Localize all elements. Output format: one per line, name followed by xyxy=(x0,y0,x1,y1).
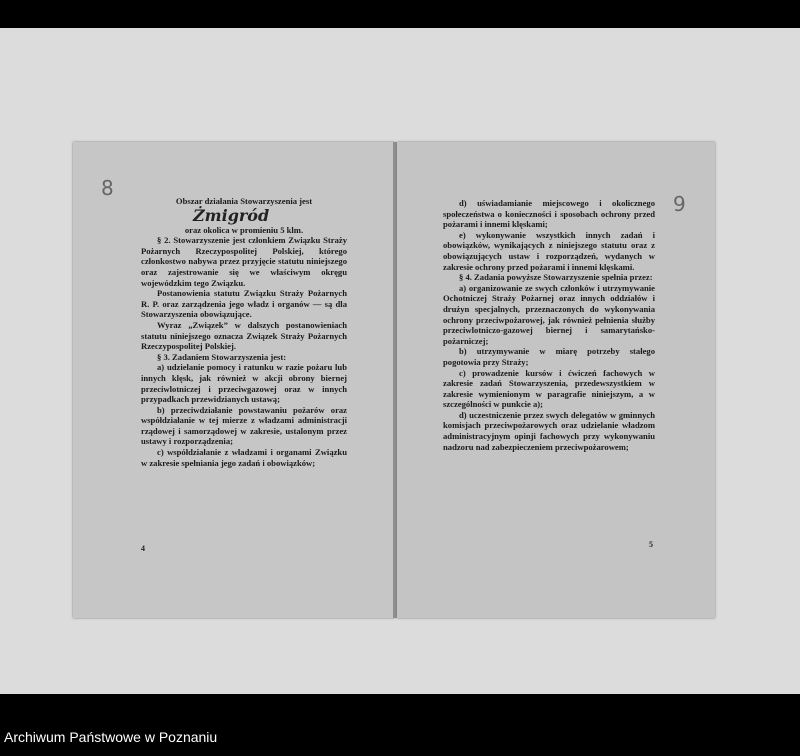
paragraph: § 2. Stowarzyszenie jest członkiem Związku Straży Pożarnych Rzeczypospolitej Polskiej, którego członkostwo nabywa przez przyjęcie statutu niniejszego oraz zajestrowanie się we właściwym okręgu wojewódzkim tego Związku. xyxy=(141,235,347,288)
left-page-text xyxy=(141,196,347,468)
page-folio: 4 xyxy=(141,544,145,553)
paragraph: b) utrzymywanie w miarę potrzeby stałego pogotowia przy Straży; xyxy=(443,346,655,367)
right-page xyxy=(397,142,715,618)
paragraph: § 4. Zadania powyższe Stowarzyszenie spełnia przez: xyxy=(459,272,653,283)
paragraph: a) udzielanie pomocy i ratunku w razie pożaru lub innych klęsk, jak również w akcji obrony biernej przeciwlotniczej i przeciwgazowej oraz w innych przypadkach przewidzianych ustawą; xyxy=(141,362,347,405)
paragraph: b) przeciwdziałanie powstawaniu pożarów oraz współdziałanie w tej mierze z władzami administracji rządowej i samorządowej w zakresie, ustalonym przez ustawy i rozporządzenia; xyxy=(141,404,347,447)
handwritten-place-name: Żmigród xyxy=(193,205,270,225)
paragraph: Obszar działania Stowarzyszenia jest xyxy=(175,196,313,206)
handwritten-page-number: 8 xyxy=(101,176,114,200)
scan-background xyxy=(0,28,800,694)
paragraph: Postanowienia statutu Związku Straży Pożarnych R. P. oraz zarządzenia jego władz i organów — są dla Stowarzyszenia obowiązujące. xyxy=(141,288,347,320)
handwritten-page-number: 9 xyxy=(673,192,686,216)
left-page xyxy=(73,142,395,618)
paragraph: e) wykonywanie wszystkich innych zadań i obowiązków, wynikających z niniejszego statutu oraz z obowiązujących ustaw i rozporządzeń, wydanych w zakresie ochrony przed pożarami i innemi klęskami. xyxy=(443,229,655,272)
paragraph: a) organizowanie ze swych członków i utrzymywanie Ochotniczej Straży Pożarnej oraz innych oddziałów i drużyn specjalnych, przeznaczonych do wykonywania ochrony przeciwpożarowej, jak również pełnienia służby przeciwlotniczo-gazowej biernej i samarytańsko-pożarniczej; xyxy=(443,282,655,346)
page-folio: 5 xyxy=(649,540,653,549)
paragraph: § 3. Zadaniem Stowarzyszenia jest: xyxy=(157,351,287,362)
paragraph: oraz okolica w promieniu 5 klm. xyxy=(184,224,304,235)
open-booklet xyxy=(73,142,715,618)
paragraph: d) uczestniczenie przez swych delegatów w gminnych komisjach przeciwpożarowych oraz udzielanie władzom administracyjnym opinji fachowych przy wykonywaniu nadzoru nad zabezpieczeniem przeciwpożarowem; xyxy=(443,409,655,452)
paragraph: d) uświadamianie miejscowego i okolicznego społeczeństwa o konieczności i sposobach ochrony przed pożarami i innemi klęskami; xyxy=(443,198,655,230)
paragraph: Wyraz „Związek” w dalszych postanowieniach statutu niniejszego oznacza Związek Straży Pożarnych Rzeczypospolitej Polskiej. xyxy=(141,319,347,352)
paragraph: c) prowadzenie kursów i ćwiczeń fachowych w zakresie zadań Stowarzyszenia, przedewszystkiem w zakresie wymienionym w paragrafie niniejszym, a w szczególności w punkcie a); xyxy=(443,367,655,410)
archive-caption: Archiwum Państwowe w Poznaniu xyxy=(4,729,218,745)
right-page-text xyxy=(443,198,655,452)
paragraph: c) współdziałanie z władzami i organami Związku w zakresie spełniania jego zadań i obowiązków; xyxy=(141,447,347,468)
